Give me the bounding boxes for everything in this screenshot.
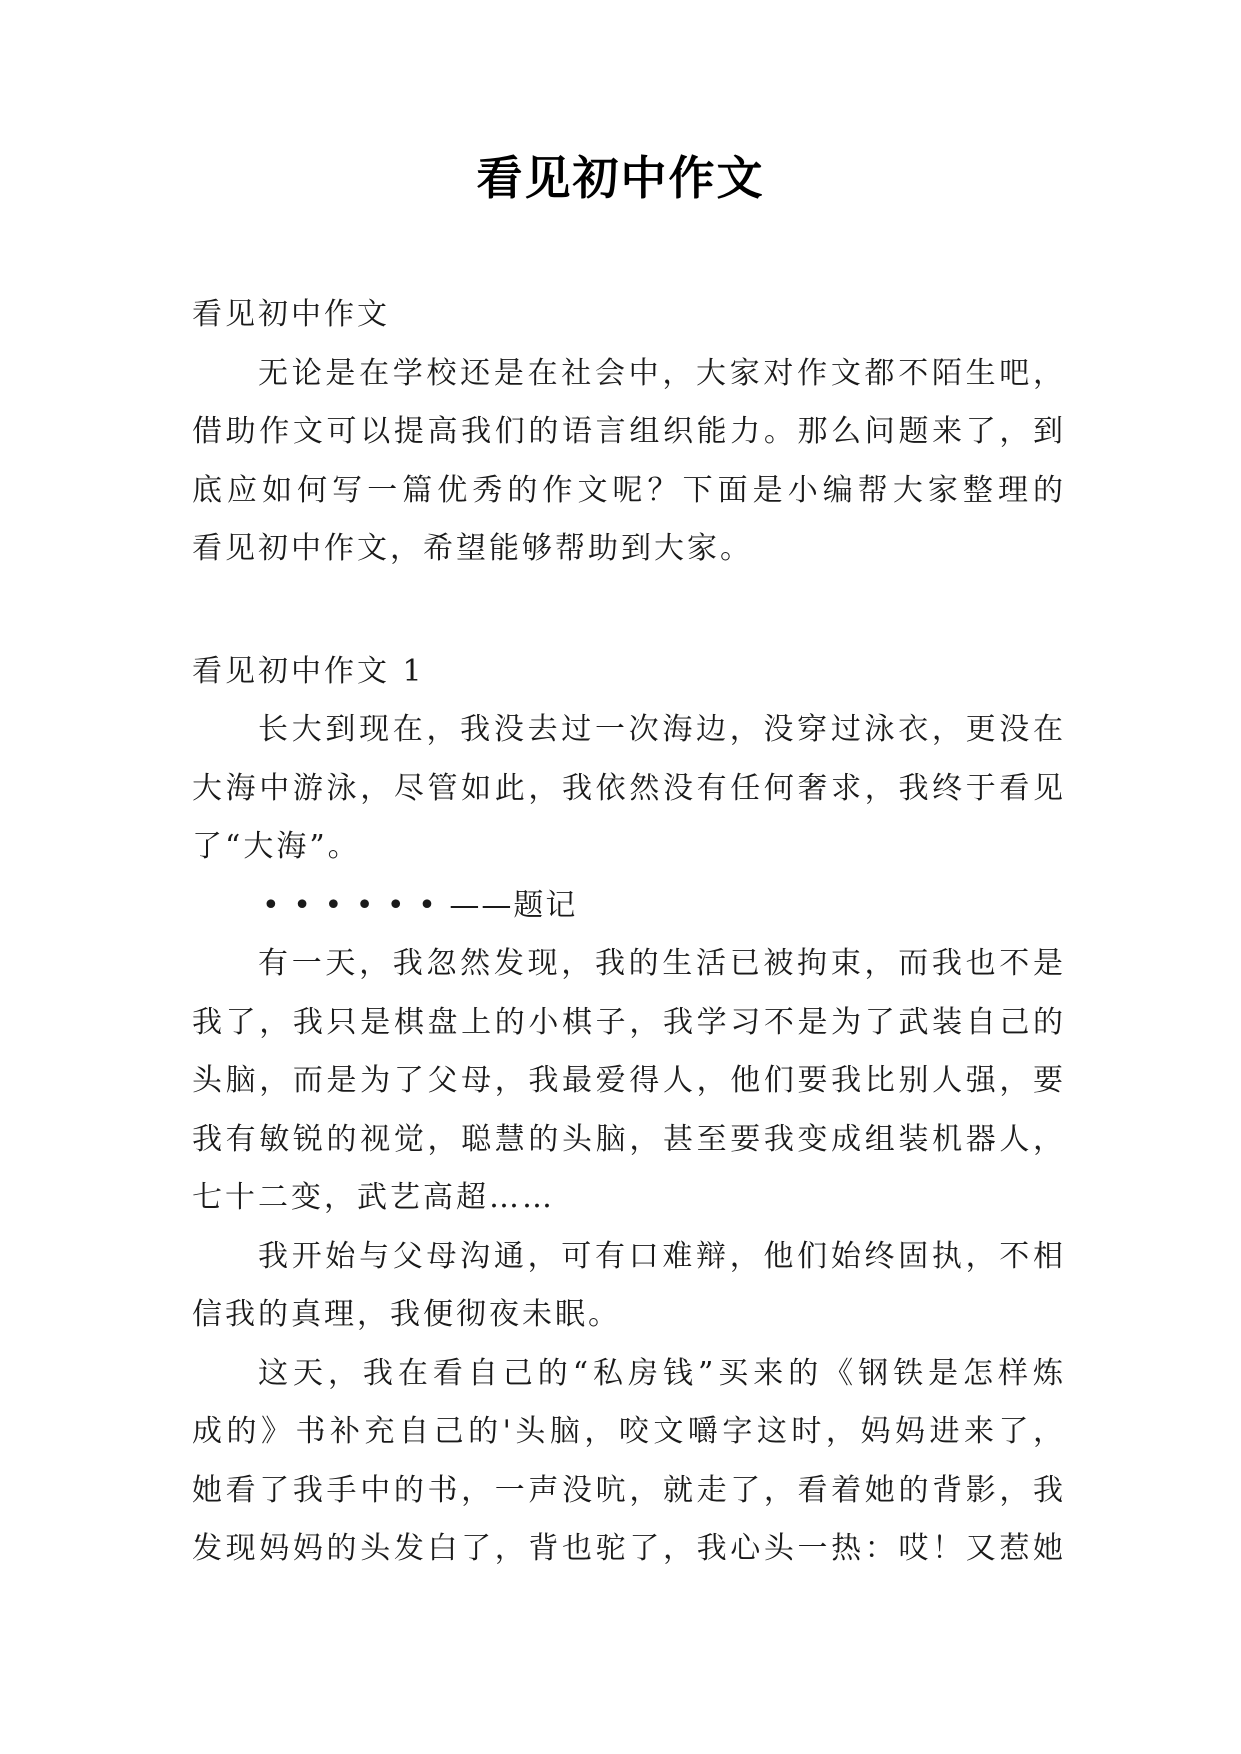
paragraph-first-line: 我开始与父母沟通，可有口难辩，他们始终固执，不相 [258, 1238, 1066, 1274]
text-line: 七十二变，武艺高超…… [192, 1180, 555, 1215]
paragraph-line: 底应如何写一篇优秀的作文呢？下面是小编帮大家整理的 [192, 472, 1066, 508]
text-line: 看见初中作文 1 [192, 653, 425, 689]
paragraph-gap [192, 579, 1066, 643]
document-title: 看见初中作文 [476, 151, 765, 205]
text-line: 信我的真理，我便彻夜未眠。 [192, 1297, 621, 1332]
paragraph-line: 头脑，而是为了父母，我最爱得人，他们要我比别人强，要 [192, 1063, 1066, 1098]
paragraph-line: 发现妈妈的头发白了，背也驼了，我心头一热：哎！又惹她 [192, 1531, 1066, 1566]
paragraph-line: 我有敏锐的视觉，聪慧的头脑，甚至要我变成组装机器人， [192, 1121, 1066, 1157]
text-line: 了“大海”。 [192, 829, 361, 864]
paragraph-first-line: 这天，我在看自己的“私房钱”买来的《钢铁是怎样炼 [258, 1355, 1066, 1391]
paragraph-first-line: 有一天，我忽然发现，我的生活已被拘束，而我也不是 [258, 946, 1066, 981]
paragraph-first-line: 长大到现在，我没去过一次海边，没穿过泳衣，更没在 [258, 712, 1066, 747]
paragraph-first-line: 无论是在学校还是在社会中，大家对作文都不陌生吧， [258, 355, 1066, 391]
paragraph-line: 大海中游泳，尽管如此，我依然没有任何奢求，我终于看见 [192, 770, 1066, 806]
paragraph-line: 我了，我只是棋盘上的小棋子，我学习不是为了武装自己的 [192, 1004, 1066, 1040]
document-body [192, 286, 1066, 1579]
paragraph-line: 她看了我手中的书，一声没吭，就走了，看着她的背影，我 [192, 1472, 1066, 1508]
text-line: 看见初中作文，希望能够帮助到大家。 [192, 531, 753, 566]
text-line: 看见初中作文 [192, 297, 390, 332]
paragraph-line: 借助作文可以提高我们的语言组织能力。那么问题来了，到 [192, 414, 1066, 449]
epigraph-note: • • • • • • ——题记 [262, 887, 578, 923]
paragraph-line: 成的》书补充自己的'头脑，咬文嚼字这时，妈妈进来了， [192, 1414, 1066, 1449]
